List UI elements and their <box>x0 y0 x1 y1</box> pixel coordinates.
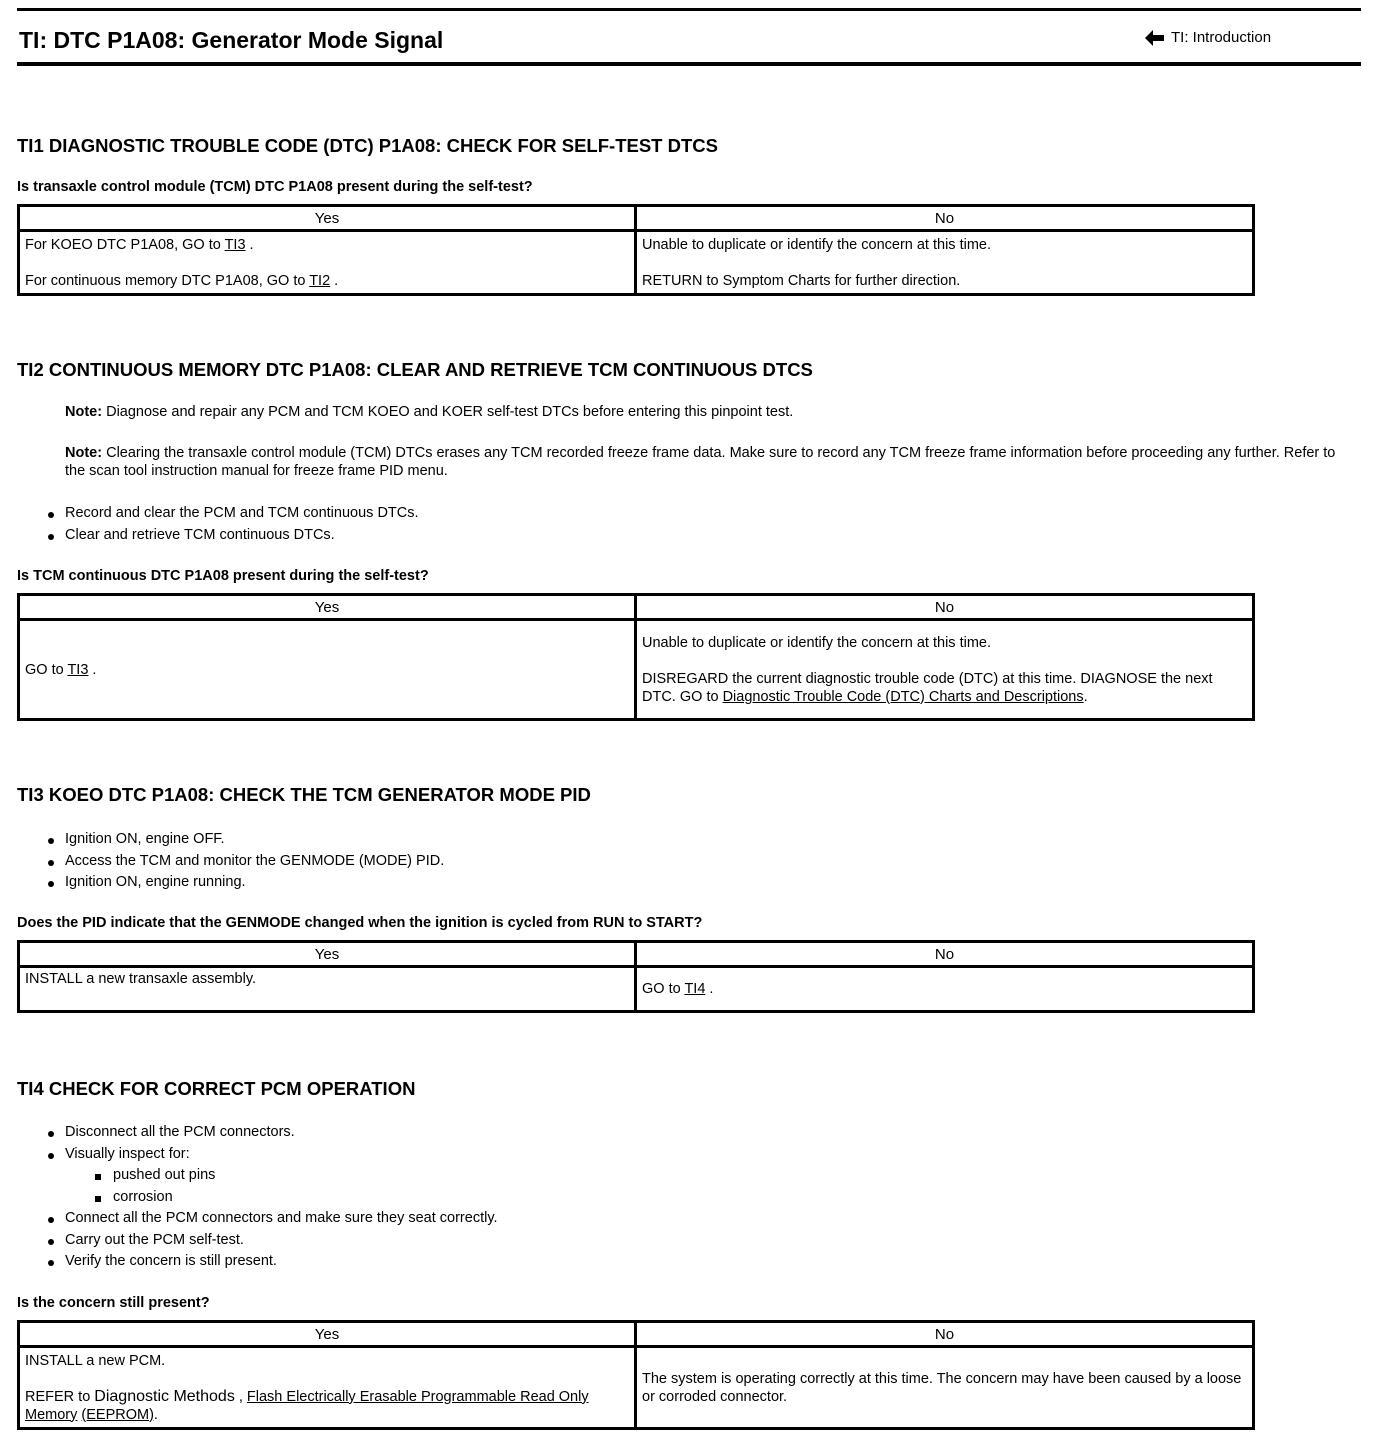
question-ti3: Does the PID indicate that the GENMODE changed when the ignition is cycled from RUN to START? <box>17 915 703 931</box>
answer-no-cell <box>636 1347 1254 1429</box>
link-diagnostic-methods[interactable]: Diagnostic Methods <box>94 1387 235 1405</box>
list-item: Carry out the PCM self-test. <box>45 1230 498 1252</box>
answer-text: Unable to duplicate or identify the concern at this time. <box>642 634 991 651</box>
question-ti4: Is the concern still present? <box>17 1295 210 1311</box>
section-heading-ti4: TI4 CHECK FOR CORRECT PCM OPERATION <box>17 1078 416 1099</box>
decision-table-ti1 <box>17 204 1255 296</box>
answer-text: For KOEO DTC P1A08, GO to TI3 . <box>25 236 254 253</box>
answer-no-cell <box>636 967 1254 1012</box>
answer-yes-cell <box>19 967 636 1012</box>
answer-yes-cell <box>19 1347 636 1429</box>
list-item: Access the TCM and monitor the GENMODE (MODE) PID. <box>45 851 444 873</box>
nav-link-introduction[interactable] <box>1145 29 1271 46</box>
link-dtc-charts[interactable]: Diagnostic Trouble Code (DTC) Charts and Descriptions <box>722 688 1084 705</box>
answer-yes-cell <box>19 231 636 295</box>
column-header-yes: Yes <box>19 1322 636 1347</box>
link-ti3[interactable]: TI3 <box>224 236 246 253</box>
answer-text: INSTALL a new PCM. <box>25 1352 166 1369</box>
question-ti1: Is transaxle control module (TCM) DTC P1A08 present during the self-test? <box>17 179 533 195</box>
nav-link-label: TI: Introduction <box>1171 29 1272 46</box>
step-list-ti4 <box>45 1122 498 1273</box>
question-ti2: Is TCM continuous DTC P1A08 present during the self-test? <box>17 568 429 584</box>
section-heading-ti2: TI2 CONTINUOUS MEMORY DTC P1A08: CLEAR AND RETRIEVE TCM CONTINUOUS DTCS <box>17 359 813 380</box>
column-header-no: No <box>636 942 1254 967</box>
answer-text: GO to TI3 . <box>25 661 97 678</box>
link-ti3[interactable]: TI3 <box>67 661 89 678</box>
page-header <box>17 8 1361 66</box>
list-item: Ignition ON, engine running. <box>45 872 444 894</box>
decision-table-ti4 <box>17 1320 1255 1430</box>
answer-text: GO to TI4 . <box>642 981 714 997</box>
step-list-ti2 <box>45 503 419 546</box>
answer-text: REFER to Diagnostic Methods , Flash Electrically Erasable Programmable Read Only Memory (EEPROM). <box>25 1387 589 1423</box>
column-header-yes: Yes <box>19 942 636 967</box>
note-label: Note: <box>65 445 103 461</box>
note: Note: Diagnose and repair any PCM and TCM KOEO and KOER self-test DTCs before entering this pinpoint test. <box>65 404 794 420</box>
link-eeprom[interactable]: (EEPROM) <box>81 1406 154 1423</box>
answer-text: DISREGARD the current diagnostic trouble code (DTC) at this time. DIAGNOSE the next DTC. GO to Diagnostic Trouble Code (DTC) Charts and Descriptions. <box>642 670 1213 705</box>
decision-table-ti3 <box>17 940 1255 1013</box>
section-heading-ti3: TI3 KOEO DTC P1A08: CHECK THE TCM GENERATOR MODE PID <box>17 784 591 805</box>
list-item: Connect all the PCM connectors and make sure they seat correctly. <box>45 1208 498 1230</box>
column-header-yes: Yes <box>19 206 636 231</box>
column-header-yes: Yes <box>19 595 636 620</box>
answer-text: INSTALL a new transaxle assembly. <box>25 971 257 987</box>
answer-no-cell <box>636 620 1254 720</box>
step-list-ti3 <box>45 829 444 894</box>
list-item: Record and clear the PCM and TCM continuous DTCs. <box>45 503 419 525</box>
link-ti4[interactable]: TI4 <box>684 981 706 997</box>
link-flash-eeprom[interactable]: Flash Electrically Erasable Programmable Read Only Memory <box>25 1388 589 1423</box>
sub-list-item: pushed out pins <box>45 1165 498 1187</box>
list-item: Verify the concern is still present. <box>45 1251 498 1273</box>
answer-yes-cell <box>19 620 636 720</box>
section-heading-ti1: TI1 DIAGNOSTIC TROUBLE CODE (DTC) P1A08: CHECK FOR SELF-TEST DTCS <box>17 135 718 156</box>
answer-text: For continuous memory DTC P1A08, GO to TI2 . <box>25 272 339 289</box>
sub-list-item: corrosion <box>45 1187 498 1209</box>
answer-text: RETURN to Symptom Charts for further direction. <box>642 272 961 289</box>
back-arrow-icon <box>1145 30 1165 46</box>
page-title: TI: DTC P1A08: Generator Mode Signal <box>19 27 444 53</box>
link-ti2[interactable]: TI2 <box>309 272 331 289</box>
answer-text: The system is operating correctly at this time. The concern may have been caused by a loose or corroded connector. <box>642 1370 1242 1405</box>
decision-table-ti2 <box>17 593 1255 721</box>
list-item: Disconnect all the PCM connectors. <box>45 1122 498 1144</box>
column-header-no: No <box>636 595 1254 620</box>
column-header-no: No <box>636 206 1254 231</box>
column-header-no: No <box>636 1322 1254 1347</box>
note-label: Note: <box>65 404 103 420</box>
list-item: Ignition ON, engine OFF. <box>45 829 444 851</box>
answer-text: Unable to duplicate or identify the concern at this time. <box>642 236 991 253</box>
answer-no-cell <box>636 231 1254 295</box>
list-item: Visually inspect for: <box>45 1144 498 1166</box>
note: Note: Clearing the transaxle control module (TCM) DTCs erases any TCM recorded freeze frame data. Make sure to record any TCM freeze frame information before proceeding any further. Refer to the scan tool instruction manual for freeze frame PID menu. <box>65 445 1336 479</box>
list-item: Clear and retrieve TCM continuous DTCs. <box>45 525 419 547</box>
